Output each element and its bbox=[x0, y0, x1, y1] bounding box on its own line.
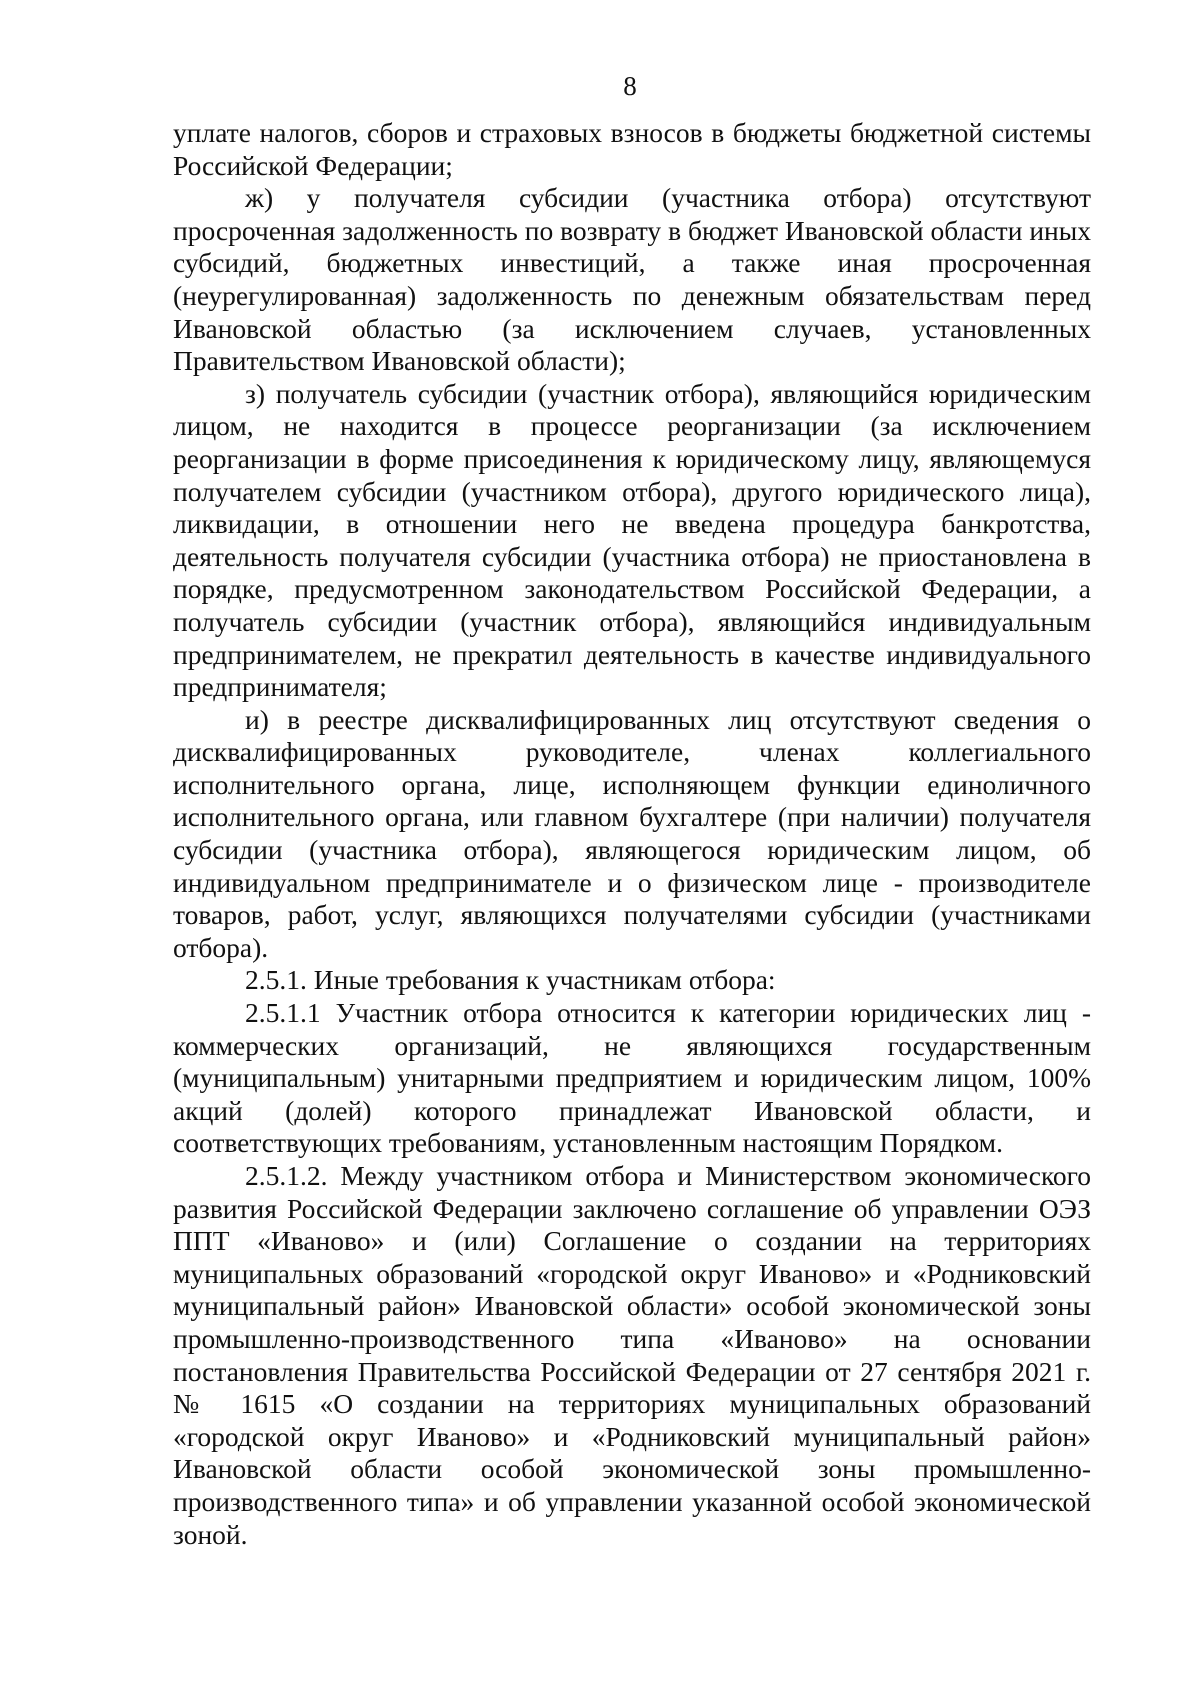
paragraph-2-5-1-1: 2.5.1.1 Участник отбора относится к категории юридических лиц - коммерческих организаций, не являющихся государственным (муниципальным) унитарными предприятием и юридическим лицом, 100% акций (долей) которого принадлежат Ивановской области, и соответствующих требованиям, установленным настоящим Порядком. bbox=[173, 997, 1091, 1159]
paragraph-2-5-1: 2.5.1. Иные требования к участникам отбора: bbox=[245, 964, 776, 996]
paragraph-item-zh: ж) у получателя субсидии (участника отбора) отсутствуют просроченная задолженность по возврату в бюджет Ивановской области иных субсидий, бюджетных инвестиций, а также иная просроченная (неурегулированная) задолженность по денежным обязательствам перед Ивановской областью (за исключением случаев, установленных Правительством Ивановской области); bbox=[173, 182, 1091, 377]
document-body bbox=[173, 117, 1091, 1551]
page-number: 8 bbox=[623, 71, 637, 101]
paragraph-2-5-1-2: 2.5.1.2. Между участником отбора и Министерством экономического развития Российской Федерации заключено соглашение об управлении ОЭЗ ППТ «Иваново» и (или) Соглашение о создании на территориях муниципальных образований «городской округ Иваново» и «Родниковский муниципальный район» Ивановской области» особой экономической зоны промышленно-производственного типа «Иваново» на основании постановления Правительства Российской Федерации от 27 сентября 2021 г. № 1615 «О создании на территориях муниципальных образований «городской округ Иваново» и «Родниковский муниципальный район» Ивановской области особой экономической зоны промышленно-производственного типа» и об управлении указанной особой экономической зоной. bbox=[173, 1160, 1091, 1550]
paragraph-item-i: и) в реестре дисквалифицированных лиц отсутствуют сведения о дисквалифицированных руководителе, членах коллегиального исполнительного органа, лице, исполняющем функции единоличного исполнительного органа, или главном бухгалтере (при наличии) получателя субсидии (участника отбора), являющегося юридическим лицом, об индивидуальном предпринимателе и о физическом лице - производителе товаров, работ, услуг, являющихся получателями субсидии (участниками отбора). bbox=[173, 703, 1091, 963]
paragraph-item-z: з) получатель субсидии (участник отбора), являющийся юридическим лицом, не находится в процессе реорганизации (за исключением реорганизации в форме присоединения к юридическому лицу, являющемуся получателем субсидии (участником отбора), другого юридического лица), ликвидации, в отношении него не введена процедура банкротства, деятельность получателя субсидии (участника отбора) не приостановлена в порядке, предусмотренном законодательством Российской Федерации, а получатель субсидии (участник отбора), являющийся индивидуальным предпринимателем, не прекратил деятельность в качестве индивидуального предпринимателя; bbox=[173, 377, 1091, 703]
paragraph-tax-continuation: уплате налогов, сборов и страховых взносов в бюджеты бюджетной системы Российской Федерации; bbox=[173, 117, 1091, 181]
